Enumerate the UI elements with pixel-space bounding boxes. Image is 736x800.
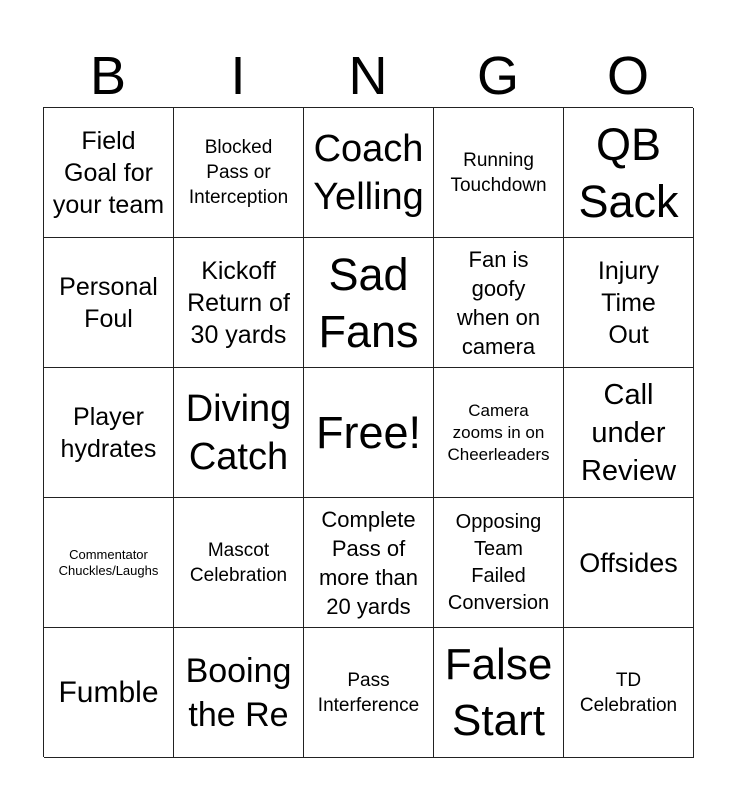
cell-label: Kickoff Return of 30 yards	[187, 256, 290, 349]
cell-label: False Start	[444, 639, 553, 745]
header-letter-i: I	[230, 46, 246, 106]
bingo-cell[interactable]	[564, 498, 694, 628]
bingo-cell[interactable]	[434, 368, 564, 498]
header-letter-b: B	[89, 46, 127, 106]
cell-label: Commentator Chuckles/Laughs	[58, 546, 159, 578]
cell-label: Opposing Team Failed Conversion	[447, 510, 550, 614]
cell-label: Running Touchdown	[450, 149, 547, 196]
cell-label: Sad Fans	[318, 248, 419, 357]
cell-label: Call under Review	[580, 378, 677, 487]
bingo-cell[interactable]	[174, 108, 304, 238]
bingo-cell[interactable]	[564, 238, 694, 368]
cell-label: Diving Catch	[185, 387, 292, 478]
bingo-cell[interactable]	[304, 108, 434, 238]
bingo-board	[43, 107, 693, 757]
bingo-cell[interactable]	[44, 498, 174, 628]
bingo-cell[interactable]	[44, 108, 174, 238]
header-letter-g: G	[476, 46, 519, 106]
cell-label: Pass Interference	[317, 669, 420, 716]
cell-label: Free!	[315, 407, 422, 458]
bingo-cell[interactable]	[44, 368, 174, 498]
bingo-cell[interactable]	[434, 498, 564, 628]
bingo-cell[interactable]	[564, 628, 694, 758]
bingo-cell[interactable]	[44, 238, 174, 368]
cell-label: QB Sack	[578, 118, 679, 227]
cell-label: Complete Pass of more than 20 yards	[318, 506, 419, 619]
header-letter-o: O	[606, 46, 649, 106]
bingo-cell[interactable]	[304, 238, 434, 368]
bingo-cell[interactable]	[564, 368, 694, 498]
bingo-cell-free[interactable]	[304, 368, 434, 498]
cell-label: Offsides	[579, 547, 678, 578]
cell-label: Mascot Celebration	[189, 539, 288, 586]
bingo-cell[interactable]	[564, 108, 694, 238]
cell-label: Camera zooms in on Cheerleaders	[447, 400, 550, 464]
cell-label: Coach Yelling	[313, 127, 424, 218]
cell-label: TD Celebration	[579, 669, 678, 716]
bingo-cell[interactable]	[304, 628, 434, 758]
header-letter-n: N	[348, 46, 388, 106]
cell-label: Booing the Re	[185, 651, 292, 734]
cell-label: Fumble	[58, 675, 159, 709]
cell-label: Field Goal for your team	[52, 126, 165, 219]
bingo-cell[interactable]	[434, 628, 564, 758]
bingo-cell[interactable]	[174, 628, 304, 758]
bingo-cell[interactable]	[304, 498, 434, 628]
bingo-cell[interactable]	[174, 498, 304, 628]
cell-label: Injury Time Out	[597, 256, 660, 349]
bingo-cell[interactable]	[174, 238, 304, 368]
bingo-cell[interactable]	[44, 628, 174, 758]
bingo-cell[interactable]	[434, 238, 564, 368]
bingo-cell[interactable]	[174, 368, 304, 498]
bingo-header	[43, 44, 693, 108]
cell-label: Player hydrates	[60, 402, 157, 463]
cell-label: Blocked Pass or Interception	[188, 137, 289, 208]
cell-label: Personal Foul	[59, 272, 158, 333]
bingo-cell[interactable]	[434, 108, 564, 238]
cell-label: Fan is goofy when on camera	[456, 246, 541, 359]
